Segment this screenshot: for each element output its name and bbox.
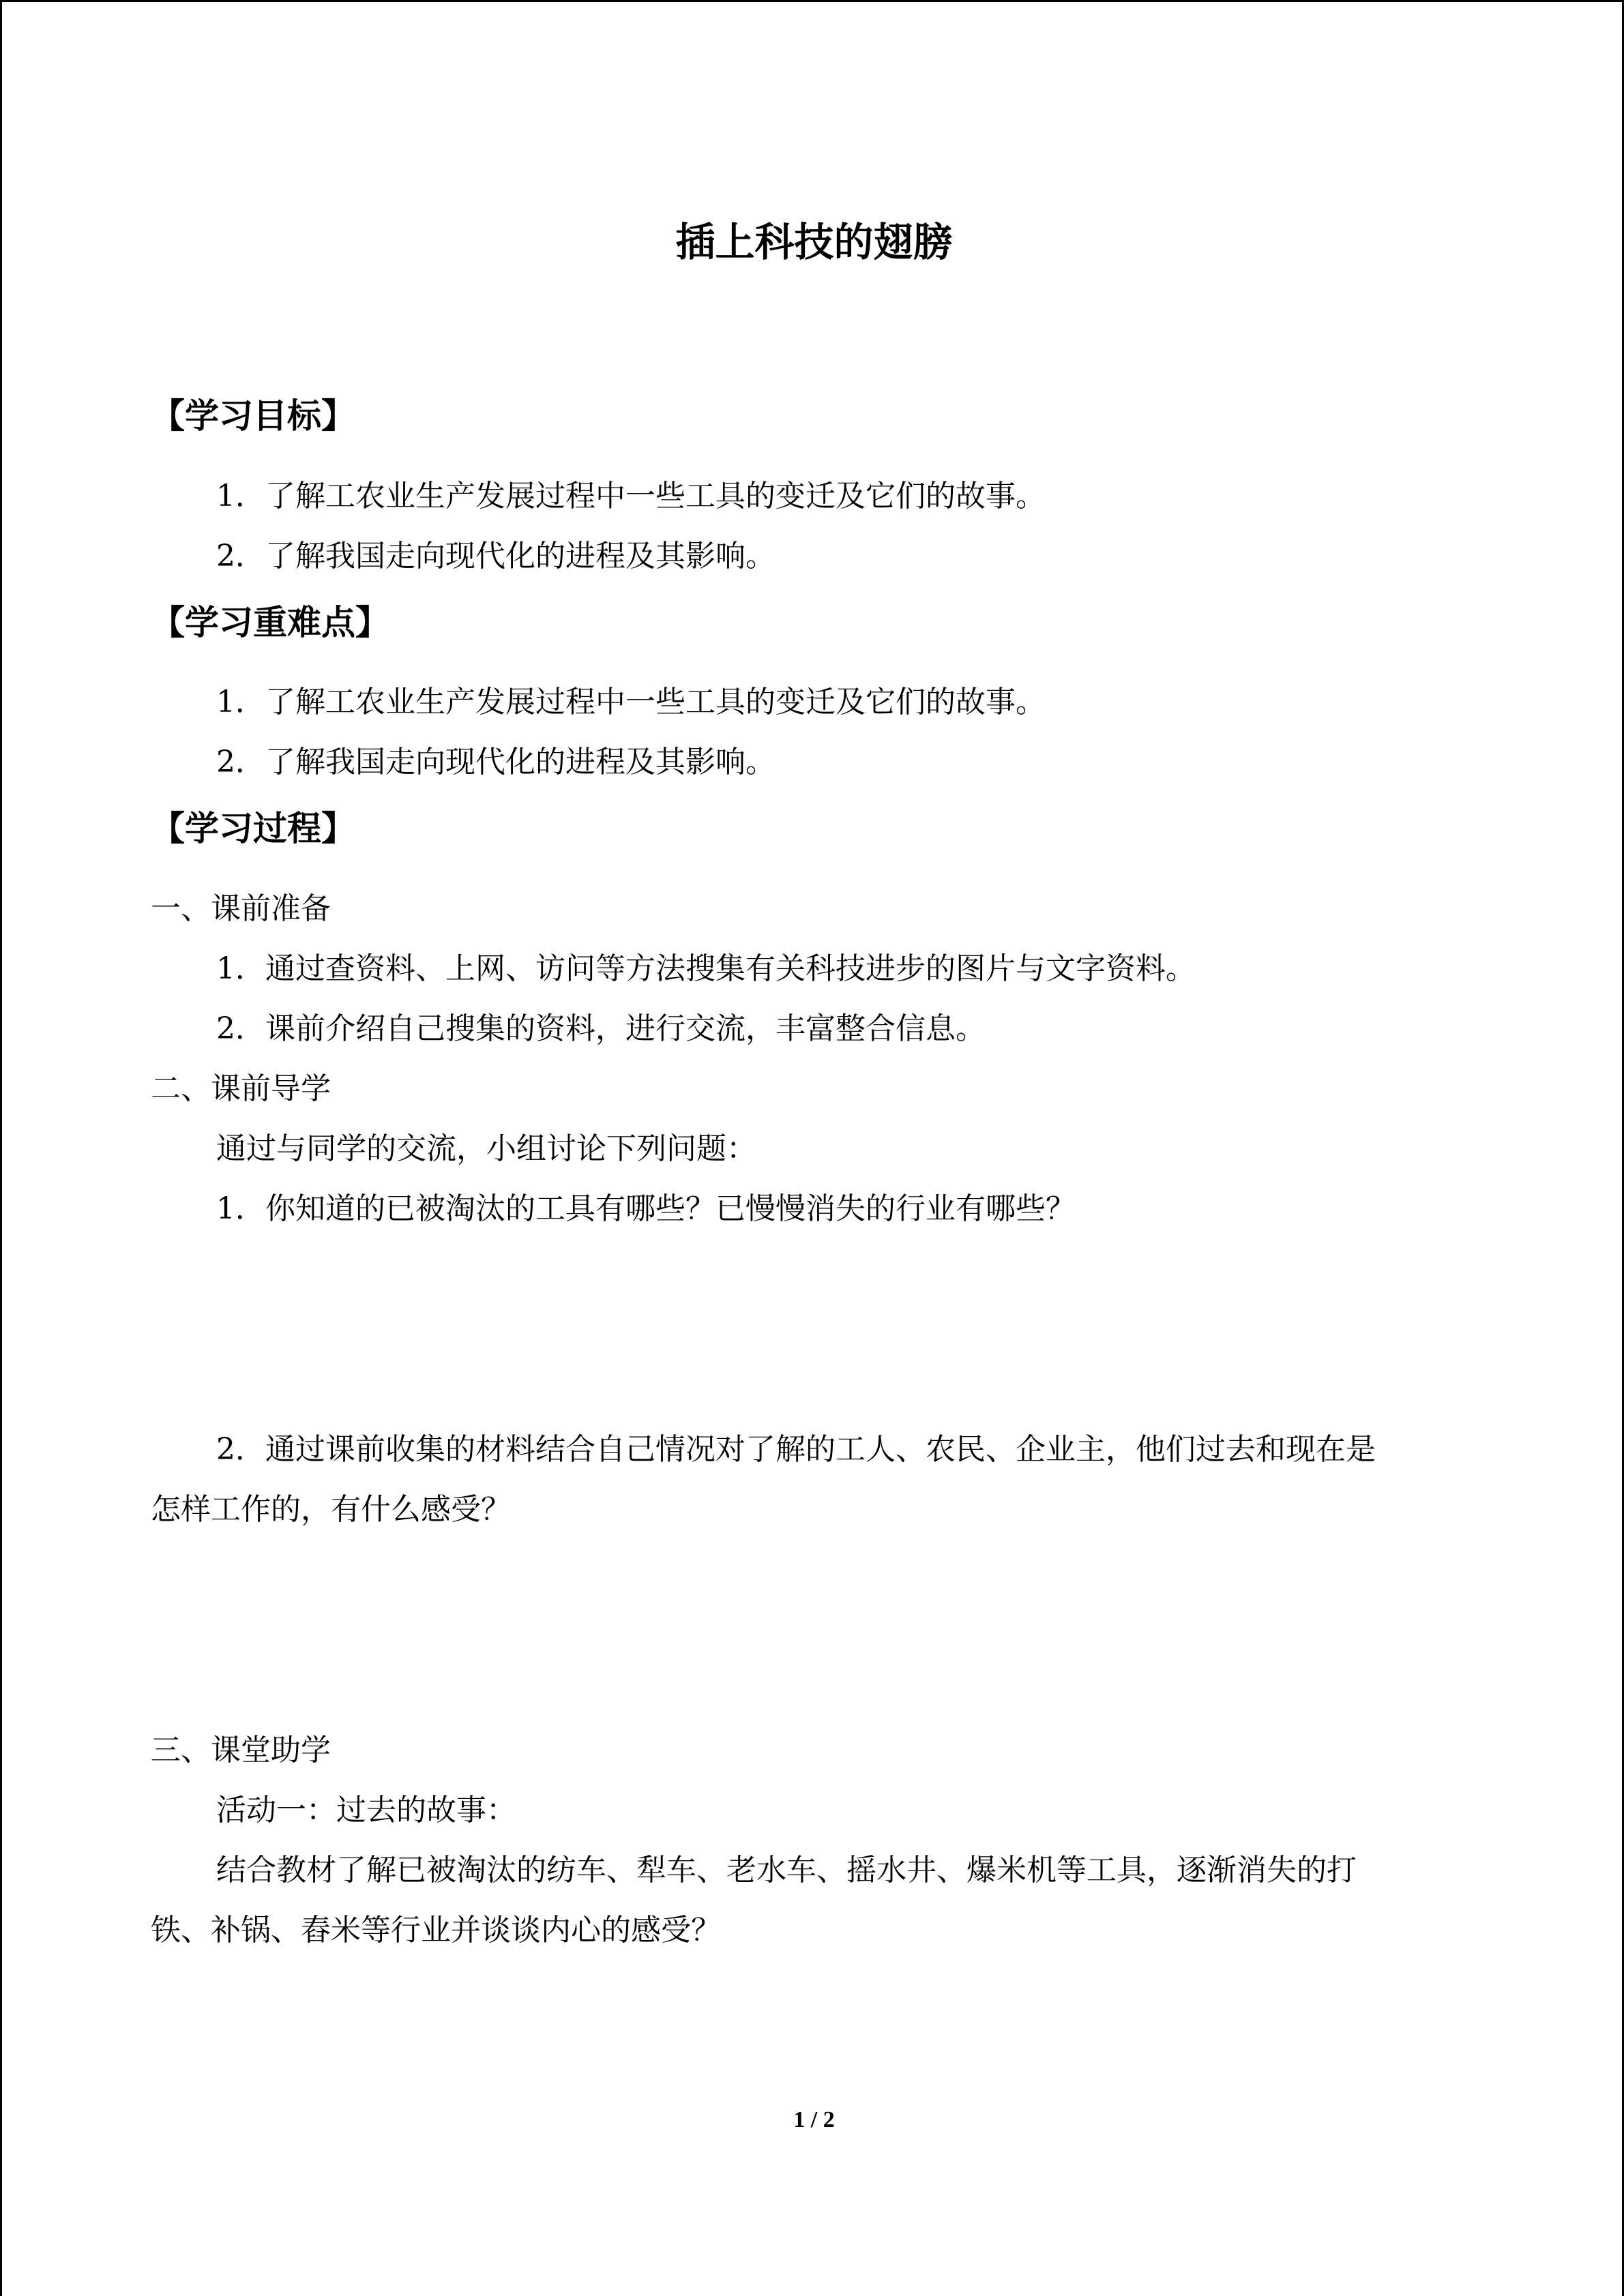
part-heading-classroom: 三、课堂助学 — [151, 1733, 331, 1768]
section-heading-key-points: 【学习重难点】 — [151, 603, 389, 642]
part-heading-preparation: 一、课前准备 — [151, 891, 331, 926]
page-number: 1 / 2 — [793, 2107, 835, 2132]
preparation-item: 1．通过查资料、上网、访问等方法搜集有关科技进步的图片与文字资料。 — [216, 951, 1196, 986]
activity-1-title: 活动一：过去的故事： — [216, 1793, 516, 1828]
activity-1-text: 结合教材了解已被淘汰的纺车、犁车、老水车、摇水井、爆米机等工具，逐渐消失的打 — [216, 1853, 1357, 1888]
document-title: 插上科技的翅膀 — [675, 219, 953, 265]
key-point-item: 1．了解工农业生产发展过程中一些工具的变迁及它们的故事。 — [216, 685, 1046, 719]
guidance-question-1: 1．你知道的已被淘汰的工具有哪些？已慢慢消失的行业有哪些？ — [216, 1191, 1076, 1226]
part-heading-guidance: 二、课前导学 — [151, 1071, 331, 1106]
guidance-question-2: 2．通过课前收集的材料结合自己情况对了解的工人、农民、企业主，他们过去和现在是 — [216, 1432, 1376, 1467]
objective-item: 1．了解工农业生产发展过程中一些工具的变迁及它们的故事。 — [216, 479, 1046, 513]
activity-1-text-continued: 铁、补锅、舂米等行业并谈谈内心的感受？ — [151, 1913, 721, 1948]
key-point-item: 2．了解我国走向现代化的进程及其影响。 — [216, 745, 776, 779]
section-heading-process: 【学习过程】 — [151, 809, 355, 848]
preparation-item: 2．课前介绍自己搜集的资料，进行交流，丰富整合信息。 — [216, 1011, 986, 1046]
objective-item: 2．了解我国走向现代化的进程及其影响。 — [216, 539, 776, 573]
guidance-intro: 通过与同学的交流，小组讨论下列问题： — [216, 1131, 756, 1166]
guidance-question-2-continued: 怎样工作的，有什么感受？ — [151, 1492, 511, 1527]
section-heading-objectives: 【学习目标】 — [151, 396, 355, 436]
